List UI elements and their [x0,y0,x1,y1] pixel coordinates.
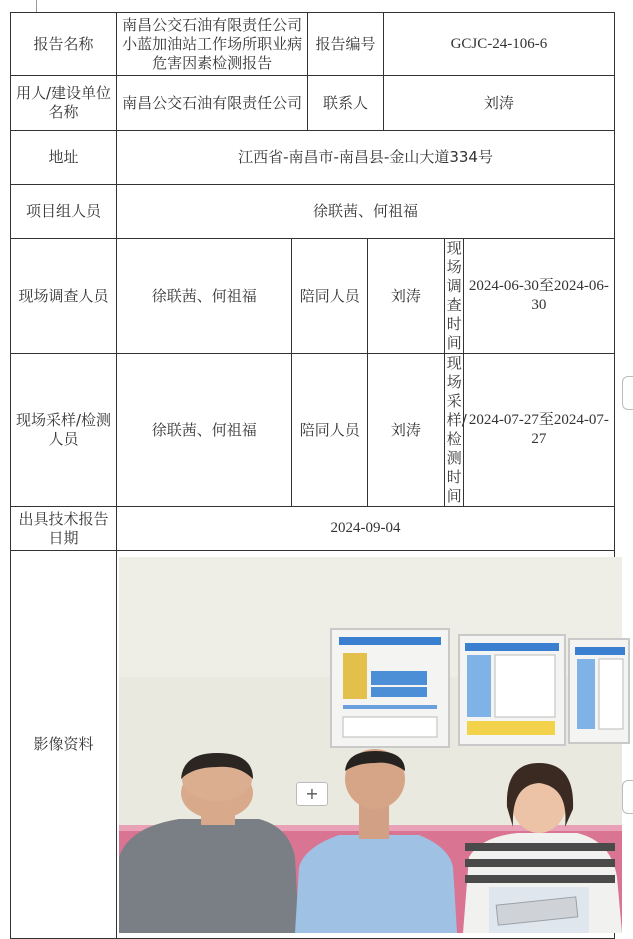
report-name-value: 南昌公交石油有限责任公司小蓝加油站工作场所职业病危害因素检测报告 [117,13,308,76]
survey-time-label: 现场调查时间 [444,239,463,354]
issue-date-value: 2024-09-04 [117,507,615,551]
sampling-time-value: 2024-07-27至2024-07-27 [463,354,614,507]
sampling-escort-value: 刘涛 [368,354,445,507]
add-button[interactable] [296,782,328,806]
site-photo-cell [117,551,615,939]
report-number-label: 报告编号 [308,13,384,76]
notice-board [569,639,629,743]
address-label: 地址 [11,131,117,185]
image-data-label: 影像资料 [11,551,117,939]
employer-value: 南昌公交石油有限责任公司 [117,76,308,131]
notice-board [331,629,449,747]
project-team-value: 徐联茜、何祖福 [117,185,615,239]
address-value: 江西省-南昌市-南昌县-金山大道334号 [117,131,615,185]
survey-staff-value: 徐联茜、何祖福 [117,239,292,354]
sampling-time-label: 现场采样/检测时间 [444,354,463,507]
issue-date-label: 出具技术报告日期 [11,507,117,551]
side-collapse-handle[interactable] [622,376,633,410]
contact-label: 联系人 [308,76,384,131]
survey-escort-label: 陪同人员 [292,239,368,354]
sampling-staff-label: 现场采样/检测人员 [11,354,117,507]
survey-staff-label: 现场调查人员 [11,239,117,354]
top-divider [36,0,37,12]
report-number-value: GCJC-24-106-6 [383,13,614,76]
survey-escort-value: 刘涛 [368,239,445,354]
site-photo [119,557,622,933]
sampling-staff-value: 徐联茜、何祖福 [117,354,292,507]
notice-board [459,635,565,745]
employer-label: 用人/建设单位名称 [11,76,117,131]
sampling-escort-label: 陪同人员 [292,354,368,507]
survey-time-value: 2024-06-30至2024-06-30 [463,239,614,354]
project-team-label: 项目组人员 [11,185,117,239]
side-collapse-handle-bottom[interactable] [622,780,633,814]
report-name-label: 报告名称 [11,13,117,76]
plus-icon: + [305,784,319,803]
contact-value: 刘涛 [383,76,614,131]
